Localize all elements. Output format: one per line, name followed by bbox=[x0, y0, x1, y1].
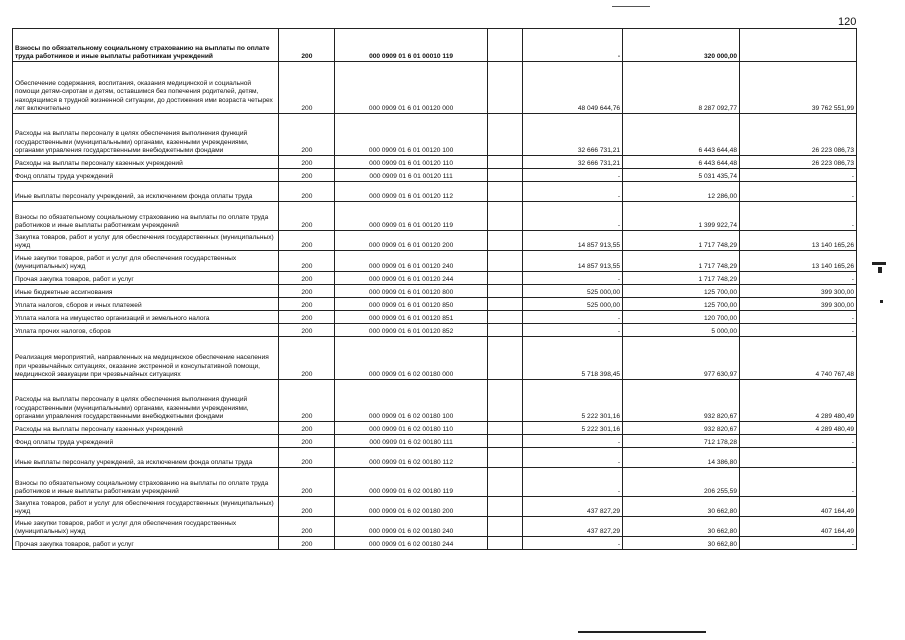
row-budget-classification-code: 000 0909 01 6 01 00120 112 bbox=[335, 182, 488, 202]
row-spacer-cell bbox=[487, 231, 523, 251]
row-budget-classification-code: 000 0909 01 6 01 00120 110 bbox=[335, 156, 488, 169]
row-kvr-code: 200 bbox=[279, 169, 335, 182]
row-approved-amount: - bbox=[523, 448, 623, 468]
row-spacer-cell bbox=[487, 272, 523, 285]
row-executed-amount: 30 662,80 bbox=[623, 537, 740, 550]
row-executed-amount: 320 000,00 bbox=[623, 29, 740, 62]
row-approved-amount: - bbox=[523, 182, 623, 202]
row-budget-classification-code: 000 0909 01 6 02 00180 112 bbox=[335, 448, 488, 468]
row-kvr-code: 200 bbox=[279, 114, 335, 156]
row-budget-classification-code: 000 0909 01 6 02 00180 000 bbox=[335, 337, 488, 380]
row-executed-amount: 6 443 644,48 bbox=[623, 156, 740, 169]
row-spacer-cell bbox=[487, 62, 523, 114]
row-unexecuted-amount: 13 140 165,26 bbox=[740, 231, 857, 251]
row-budget-classification-code: 000 0909 01 6 01 00120 852 bbox=[335, 324, 488, 337]
row-description: Уплата прочих налогов, сборов bbox=[13, 324, 279, 337]
row-description: Фонд оплаты труда учреждений bbox=[13, 435, 279, 448]
row-executed-amount: 932 820,67 bbox=[623, 422, 740, 435]
row-kvr-code: 200 bbox=[279, 448, 335, 468]
row-kvr-code: 200 bbox=[279, 251, 335, 272]
row-executed-amount: 14 386,80 bbox=[623, 448, 740, 468]
row-unexecuted-amount: - bbox=[740, 448, 857, 468]
table-row bbox=[13, 182, 857, 202]
row-executed-amount: 712 178,28 bbox=[623, 435, 740, 448]
row-unexecuted-amount: - bbox=[740, 182, 857, 202]
row-spacer-cell bbox=[487, 448, 523, 468]
row-executed-amount: 30 662,80 bbox=[623, 517, 740, 537]
row-unexecuted-amount: 399 300,00 bbox=[740, 298, 857, 311]
row-spacer-cell bbox=[487, 468, 523, 497]
table-row bbox=[13, 337, 857, 380]
row-budget-classification-code: 000 0909 01 6 01 00120 111 bbox=[335, 169, 488, 182]
row-spacer-cell bbox=[487, 380, 523, 422]
row-description: Взносы по обязательному социальному страхованию на выплаты по оплате труда работников и иные выплаты работникам учреждений bbox=[13, 29, 279, 62]
row-approved-amount: 14 857 913,55 bbox=[523, 231, 623, 251]
table-row bbox=[13, 156, 857, 169]
row-kvr-code: 200 bbox=[279, 311, 335, 324]
row-approved-amount: 525 000,00 bbox=[523, 285, 623, 298]
scan-bottom-line bbox=[578, 631, 706, 633]
row-budget-classification-code: 000 0909 01 6 01 00120 244 bbox=[335, 272, 488, 285]
row-spacer-cell bbox=[487, 202, 523, 231]
row-kvr-code: 200 bbox=[279, 231, 335, 251]
row-executed-amount: 5 031 435,74 bbox=[623, 169, 740, 182]
row-approved-amount: - bbox=[523, 324, 623, 337]
row-spacer-cell bbox=[487, 182, 523, 202]
table-row bbox=[13, 29, 857, 62]
row-spacer-cell bbox=[487, 324, 523, 337]
row-description: Закупка товаров, работ и услуг для обеспечения государственных (муниципальных) нужд bbox=[13, 231, 279, 251]
row-budget-classification-code: 000 0909 01 6 01 00120 119 bbox=[335, 202, 488, 231]
row-approved-amount: - bbox=[523, 202, 623, 231]
table-row bbox=[13, 380, 857, 422]
row-budget-classification-code: 000 0909 01 6 01 00010 119 bbox=[335, 29, 488, 62]
row-description: Иные бюджетные ассигнования bbox=[13, 285, 279, 298]
row-description: Прочая закупка товаров, работ и услуг bbox=[13, 272, 279, 285]
row-approved-amount: 14 857 913,55 bbox=[523, 251, 623, 272]
row-description: Расходы на выплаты персоналу в целях обеспечения выполнения функций государственными (муниципальными) органами, казенными учреждениями, органами управления государственными внебюджетными фондами bbox=[13, 114, 279, 156]
row-approved-amount: 5 222 301,16 bbox=[523, 422, 623, 435]
row-unexecuted-amount: - bbox=[740, 468, 857, 497]
row-approved-amount: 525 000,00 bbox=[523, 298, 623, 311]
row-kvr-code: 200 bbox=[279, 285, 335, 298]
row-executed-amount: 6 443 644,48 bbox=[623, 114, 740, 156]
table-row bbox=[13, 435, 857, 448]
row-budget-classification-code: 000 0909 01 6 02 00180 100 bbox=[335, 380, 488, 422]
row-executed-amount: 977 630,97 bbox=[623, 337, 740, 380]
table-row bbox=[13, 311, 857, 324]
row-unexecuted-amount: 26 223 086,73 bbox=[740, 156, 857, 169]
row-spacer-cell bbox=[487, 29, 523, 62]
row-description: Взносы по обязательному социальному страхованию на выплаты по оплате труда работников и иные выплаты работникам учреждений bbox=[13, 468, 279, 497]
row-approved-amount: 32 666 731,21 bbox=[523, 114, 623, 156]
row-description: Взносы по обязательному социальному страхованию на выплаты по оплате труда работников и иные выплаты работникам учреждений bbox=[13, 202, 279, 231]
scan-top-line bbox=[612, 6, 650, 7]
row-unexecuted-amount: 26 223 086,73 bbox=[740, 114, 857, 156]
row-executed-amount: 1 399 922,74 bbox=[623, 202, 740, 231]
row-description: Иные закупки товаров, работ и услуг для обеспечения государственных (муниципальных) нужд bbox=[13, 251, 279, 272]
row-spacer-cell bbox=[487, 285, 523, 298]
row-unexecuted-amount: - bbox=[740, 324, 857, 337]
row-budget-classification-code: 000 0909 01 6 02 00180 200 bbox=[335, 497, 488, 517]
table-row bbox=[13, 285, 857, 298]
row-budget-classification-code: 000 0909 01 6 01 00120 200 bbox=[335, 231, 488, 251]
row-budget-classification-code: 000 0909 01 6 01 00120 850 bbox=[335, 298, 488, 311]
row-executed-amount: 1 717 748,29 bbox=[623, 251, 740, 272]
row-approved-amount: 5 222 301,16 bbox=[523, 380, 623, 422]
row-unexecuted-amount: - bbox=[740, 435, 857, 448]
row-kvr-code: 200 bbox=[279, 517, 335, 537]
row-executed-amount: 30 662,80 bbox=[623, 497, 740, 517]
row-budget-classification-code: 000 0909 01 6 01 00120 851 bbox=[335, 311, 488, 324]
row-budget-classification-code: 000 0909 01 6 02 00180 110 bbox=[335, 422, 488, 435]
row-approved-amount: - bbox=[523, 468, 623, 497]
row-unexecuted-amount: 407 164,49 bbox=[740, 517, 857, 537]
page-number: 120 bbox=[838, 16, 857, 28]
row-executed-amount: 206 255,59 bbox=[623, 468, 740, 497]
row-kvr-code: 200 bbox=[279, 497, 335, 517]
row-budget-classification-code: 000 0909 01 6 02 00180 111 bbox=[335, 435, 488, 448]
row-spacer-cell bbox=[487, 251, 523, 272]
row-approved-amount: 437 827,29 bbox=[523, 497, 623, 517]
row-approved-amount: - bbox=[523, 169, 623, 182]
table-row bbox=[13, 448, 857, 468]
row-approved-amount: 32 666 731,21 bbox=[523, 156, 623, 169]
row-kvr-code: 200 bbox=[279, 435, 335, 448]
table-row bbox=[13, 114, 857, 156]
table-row bbox=[13, 468, 857, 497]
row-spacer-cell bbox=[487, 517, 523, 537]
row-spacer-cell bbox=[487, 422, 523, 435]
row-kvr-code: 200 bbox=[279, 468, 335, 497]
row-approved-amount: - bbox=[523, 311, 623, 324]
row-spacer-cell bbox=[487, 298, 523, 311]
row-description: Иные выплаты персоналу учреждений, за исключением фонда оплаты труда bbox=[13, 182, 279, 202]
row-executed-amount: 8 287 092,77 bbox=[623, 62, 740, 114]
row-spacer-cell bbox=[487, 497, 523, 517]
row-approved-amount: - bbox=[523, 435, 623, 448]
row-description: Иные закупки товаров, работ и услуг для обеспечения государственных (муниципальных) нужд bbox=[13, 517, 279, 537]
row-spacer-cell bbox=[487, 114, 523, 156]
row-description: Расходы на выплаты персоналу казенных учреждений bbox=[13, 156, 279, 169]
row-kvr-code: 200 bbox=[279, 324, 335, 337]
row-budget-classification-code: 000 0909 01 6 02 00180 244 bbox=[335, 537, 488, 550]
row-spacer-cell bbox=[487, 311, 523, 324]
row-approved-amount: - bbox=[523, 272, 623, 285]
row-kvr-code: 200 bbox=[279, 62, 335, 114]
row-description: Обеспечение содержания, воспитания, оказания медицинской и социальной помощи детям-сиротам и детям, оставшимся без попечения родителей, детям, находящимся в трудной жизненной ситуации, до достижения ими возраста четырех лет включительно bbox=[13, 62, 279, 114]
row-executed-amount: 1 717 748,29 bbox=[623, 272, 740, 285]
row-kvr-code: 200 bbox=[279, 182, 335, 202]
row-executed-amount: 932 820,67 bbox=[623, 380, 740, 422]
table-row bbox=[13, 272, 857, 285]
row-budget-classification-code: 000 0909 01 6 02 00180 240 bbox=[335, 517, 488, 537]
row-spacer-cell bbox=[487, 156, 523, 169]
row-executed-amount: 120 700,00 bbox=[623, 311, 740, 324]
row-description: Уплата налогов, сборов и иных платежей bbox=[13, 298, 279, 311]
row-unexecuted-amount: 39 762 551,99 bbox=[740, 62, 857, 114]
table-row bbox=[13, 169, 857, 182]
row-approved-amount: - bbox=[523, 29, 623, 62]
table-row bbox=[13, 231, 857, 251]
row-description: Фонд оплаты труда учреждений bbox=[13, 169, 279, 182]
table-row bbox=[13, 497, 857, 517]
row-description: Закупка товаров, работ и услуг для обеспечения государственных (муниципальных) нужд bbox=[13, 497, 279, 517]
row-description: Реализация мероприятий, направленных на медицинское обеспечение населения при чрезвычайных ситуациях, оказание экстренной и консультативной помощи, медицинской эвакуации при чрезвычайных ситуациях bbox=[13, 337, 279, 380]
row-unexecuted-amount: 399 300,00 bbox=[740, 285, 857, 298]
row-spacer-cell bbox=[487, 537, 523, 550]
row-description: Расходы на выплаты персоналу казенных учреждений bbox=[13, 422, 279, 435]
row-kvr-code: 200 bbox=[279, 537, 335, 550]
row-description: Иные выплаты персоналу учреждений, за исключением фонда оплаты труда bbox=[13, 448, 279, 468]
row-unexecuted-amount: 13 140 165,26 bbox=[740, 251, 857, 272]
table-row bbox=[13, 251, 857, 272]
row-unexecuted-amount: 4 289 480,49 bbox=[740, 422, 857, 435]
row-approved-amount: 48 049 644,76 bbox=[523, 62, 623, 114]
row-approved-amount: - bbox=[523, 537, 623, 550]
budget-execution-table bbox=[12, 28, 857, 550]
row-executed-amount: 12 286,00 bbox=[623, 182, 740, 202]
row-spacer-cell bbox=[487, 169, 523, 182]
row-unexecuted-amount: - bbox=[740, 169, 857, 182]
row-approved-amount: 5 718 398,45 bbox=[523, 337, 623, 380]
row-unexecuted-amount: 4 289 480,49 bbox=[740, 380, 857, 422]
table-row bbox=[13, 298, 857, 311]
row-kvr-code: 200 bbox=[279, 422, 335, 435]
table-row bbox=[13, 62, 857, 114]
row-executed-amount: 125 700,00 bbox=[623, 285, 740, 298]
row-description: Уплата налога на имущество организаций и земельного налога bbox=[13, 311, 279, 324]
row-unexecuted-amount: - bbox=[740, 311, 857, 324]
scan-artifact-mark bbox=[878, 267, 882, 273]
row-kvr-code: 200 bbox=[279, 202, 335, 231]
table-row bbox=[13, 537, 857, 550]
scan-artifact-mark bbox=[880, 300, 883, 303]
row-budget-classification-code: 000 0909 01 6 01 00120 100 bbox=[335, 114, 488, 156]
row-approved-amount: 437 827,29 bbox=[523, 517, 623, 537]
row-description: Прочая закупка товаров, работ и услуг bbox=[13, 537, 279, 550]
row-budget-classification-code: 000 0909 01 6 01 00120 800 bbox=[335, 285, 488, 298]
row-unexecuted-amount bbox=[740, 29, 857, 62]
row-kvr-code: 200 bbox=[279, 380, 335, 422]
row-executed-amount: 5 000,00 bbox=[623, 324, 740, 337]
table-body bbox=[13, 29, 857, 550]
table-row bbox=[13, 202, 857, 231]
row-unexecuted-amount: - bbox=[740, 272, 857, 285]
row-budget-classification-code: 000 0909 01 6 02 00180 119 bbox=[335, 468, 488, 497]
row-kvr-code: 200 bbox=[279, 272, 335, 285]
row-budget-classification-code: 000 0909 01 6 01 00120 240 bbox=[335, 251, 488, 272]
row-executed-amount: 125 700,00 bbox=[623, 298, 740, 311]
table-row bbox=[13, 324, 857, 337]
row-kvr-code: 200 bbox=[279, 29, 335, 62]
row-kvr-code: 200 bbox=[279, 156, 335, 169]
scan-artifact-mark bbox=[872, 262, 886, 265]
row-spacer-cell bbox=[487, 435, 523, 448]
row-description: Расходы на выплаты персоналу в целях обеспечения выполнения функций государственными (муниципальными) органами, казенными учреждениями, органами управления государственными внебюджетными фондами bbox=[13, 380, 279, 422]
row-unexecuted-amount: 407 164,49 bbox=[740, 497, 857, 517]
row-kvr-code: 200 bbox=[279, 298, 335, 311]
row-unexecuted-amount: - bbox=[740, 202, 857, 231]
row-unexecuted-amount: - bbox=[740, 537, 857, 550]
table-row bbox=[13, 517, 857, 537]
row-budget-classification-code: 000 0909 01 6 01 00120 000 bbox=[335, 62, 488, 114]
row-spacer-cell bbox=[487, 337, 523, 380]
row-executed-amount: 1 717 748,29 bbox=[623, 231, 740, 251]
row-unexecuted-amount: 4 740 767,48 bbox=[740, 337, 857, 380]
row-kvr-code: 200 bbox=[279, 337, 335, 380]
table-row bbox=[13, 422, 857, 435]
